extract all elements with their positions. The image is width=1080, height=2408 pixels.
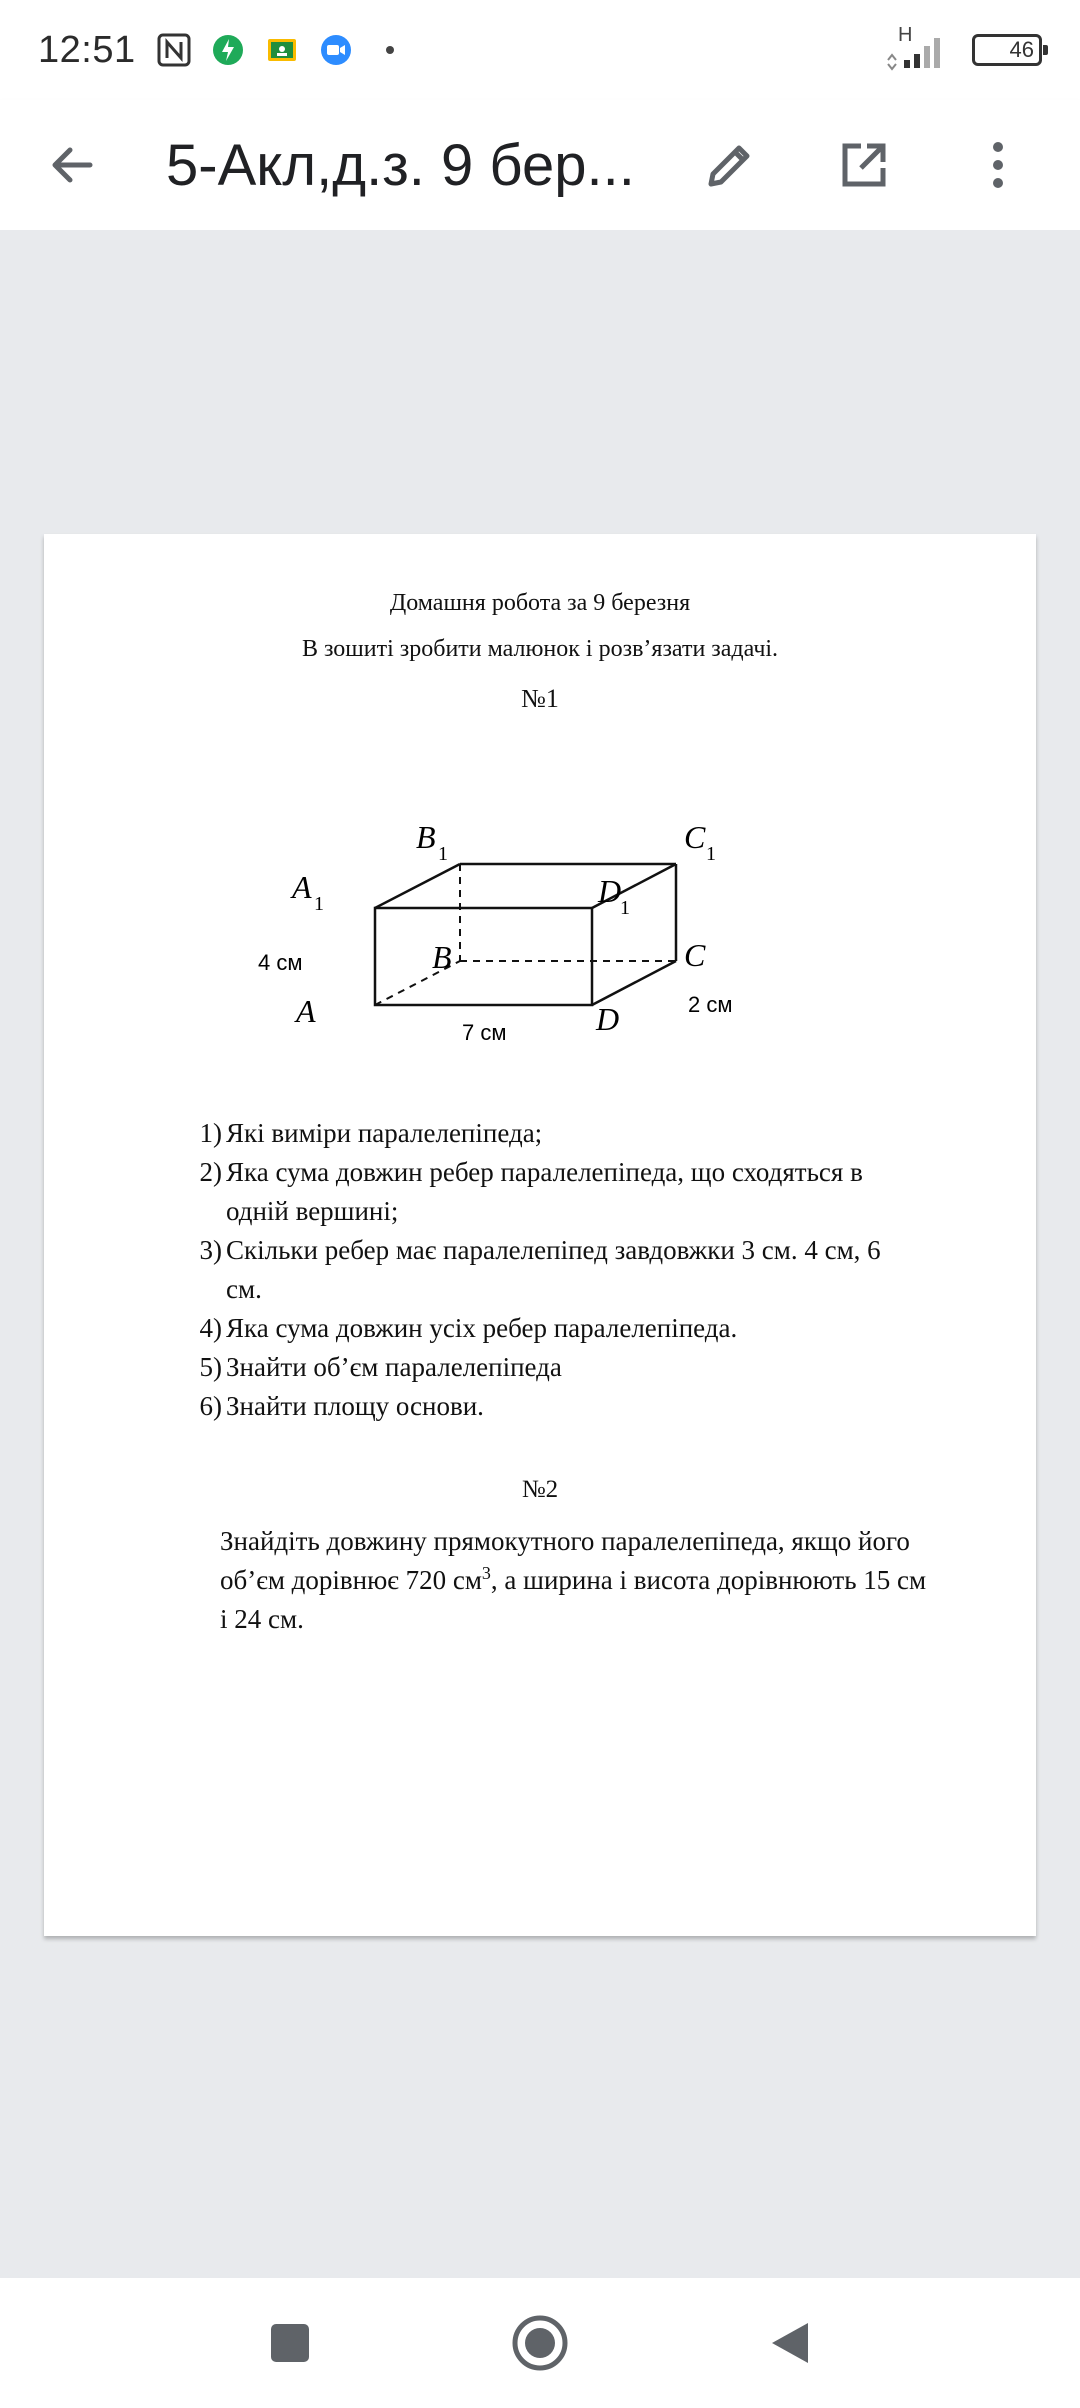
task-number: 2) xyxy=(199,1157,222,1187)
document-viewer[interactable] xyxy=(0,230,1080,2278)
app-bar-actions xyxy=(698,133,1040,197)
front-face xyxy=(375,908,592,1005)
nfc-icon xyxy=(156,32,192,68)
document-title: 5-Акл,д.з. 9 бер... xyxy=(166,132,635,198)
vertex-a1-subscript: 1 xyxy=(314,893,324,915)
task2-text xyxy=(220,1522,940,1639)
more-notifications-dot xyxy=(372,32,408,68)
signal-icon xyxy=(884,24,954,70)
document-page xyxy=(44,534,1036,1936)
edge-dc xyxy=(592,961,676,1005)
list-item xyxy=(190,1114,890,1153)
doc-heading: Домашня робота за 9 березня xyxy=(389,590,691,616)
task2-superscript: 3 xyxy=(481,1563,491,1583)
vertex-b1-label: B xyxy=(416,819,436,855)
vertex-c1-subscript: 1 xyxy=(706,843,716,865)
charging-app-icon xyxy=(210,32,246,68)
task2-text-before: Знайдіть довжину прямокутного паралелепіпеда, якщо його об’єм дорівнює 720 см xyxy=(220,1526,910,1595)
zoom-icon xyxy=(318,32,354,68)
task-text: Яка сума довжин ребер паралелепіпеда, що сходяться в одній вершині; xyxy=(226,1157,863,1226)
vertex-d1-label: D xyxy=(598,873,622,909)
status-time: 12:51 xyxy=(38,28,136,71)
status-bar xyxy=(0,0,1080,100)
task2-text-after: , а ширина і висота дорівнюють 15 см і 24 см. xyxy=(220,1565,927,1634)
arrow-back-icon[interactable] xyxy=(40,133,104,197)
vertex-a-label: A xyxy=(296,993,316,1029)
task-text: Знайти площу основи. xyxy=(226,1391,484,1421)
status-system-icons xyxy=(884,24,1042,70)
battery-level: 46 xyxy=(1009,37,1034,62)
back-triangle-icon[interactable] xyxy=(755,2308,825,2378)
status-notification-icons xyxy=(156,32,408,68)
vertex-a1-label: A xyxy=(292,869,312,905)
vertex-d1-subscript: 1 xyxy=(620,897,630,919)
open-in-new-icon[interactable] xyxy=(832,133,896,197)
system-navigation-bar xyxy=(0,2278,1080,2408)
list-item xyxy=(190,1231,890,1309)
list-item xyxy=(190,1153,890,1231)
task1-title: №1 xyxy=(521,684,559,713)
task2-title: №2 xyxy=(521,1476,559,1503)
task-text: Знайти об’єм паралелепіпеда xyxy=(226,1352,562,1382)
parallelepiped-figure xyxy=(258,754,864,1094)
more-vert-icon[interactable] xyxy=(966,133,1030,197)
task-text: Скільки ребер має паралелепіпед завдовжки 3 см. 4 см, 6 см. xyxy=(226,1235,881,1304)
length-label: 7 см xyxy=(462,1020,507,1045)
task-number: 5) xyxy=(199,1352,222,1382)
task-list xyxy=(190,1114,890,1426)
task-number: 6) xyxy=(199,1391,222,1421)
vertex-d-label: D xyxy=(596,1001,620,1037)
battery-indicator xyxy=(972,34,1042,66)
width-label: 2 см xyxy=(688,992,733,1017)
list-item xyxy=(190,1387,890,1426)
classroom-icon xyxy=(264,32,300,68)
list-item xyxy=(190,1309,890,1348)
network-type-label: H xyxy=(898,24,913,46)
task-number: 1) xyxy=(199,1118,222,1148)
list-item xyxy=(190,1348,890,1387)
pencil-icon[interactable] xyxy=(698,133,762,197)
task-text: Які виміри паралелепіпеда; xyxy=(226,1118,543,1148)
height-label: 4 см xyxy=(258,950,303,975)
vertex-b-label: B xyxy=(432,939,452,975)
app-bar xyxy=(0,100,1080,230)
vertex-c-label: C xyxy=(684,937,706,973)
vertex-c1-label: C xyxy=(684,819,706,855)
vertex-b1-subscript: 1 xyxy=(438,843,448,865)
task-text: Яка сума довжин усіх ребер паралелепіпеда. xyxy=(226,1313,738,1343)
doc-instruction: В зошиті зробити малюнок і розв’язати задачі. xyxy=(301,636,779,662)
edge-a1b1 xyxy=(375,864,460,908)
task-number: 4) xyxy=(199,1313,222,1343)
home-circle-icon[interactable] xyxy=(505,2308,575,2378)
recents-square-icon[interactable] xyxy=(255,2308,325,2378)
task-number: 3) xyxy=(199,1235,222,1265)
